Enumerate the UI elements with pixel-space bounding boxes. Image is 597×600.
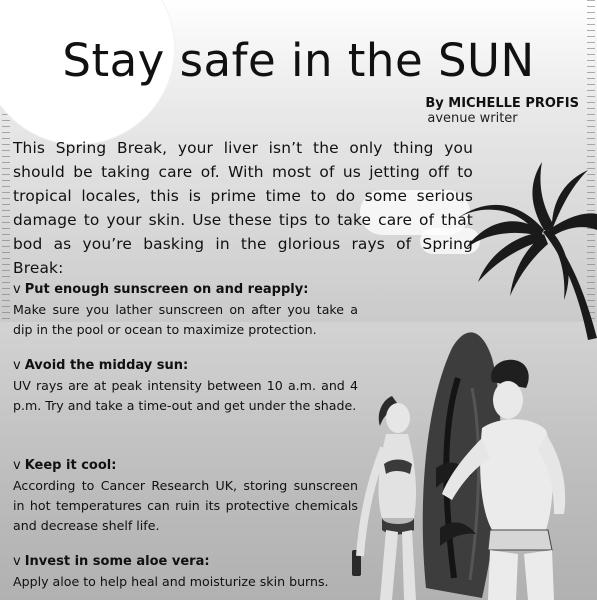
tip-body: Apply aloe to help heal and moisturize skin burns. xyxy=(13,574,329,589)
tip-body: UV rays are at peak intensity between 10 a.m. and 4 p.m. Try and take a time-out and get under the shade. xyxy=(13,378,358,413)
tip-title: Avoid the midday sun: xyxy=(24,358,189,373)
bullet-glyph: v xyxy=(13,282,21,297)
bullet-glyph: v xyxy=(13,458,21,473)
couple-with-surfboard-illustration xyxy=(332,318,597,600)
byline xyxy=(425,96,579,126)
tip-heading xyxy=(13,280,358,300)
tip-body: According to Cancer Research UK, storing sunscreen in hot temperatures can ruin its protective chemicals and decrease shelf life. xyxy=(13,478,358,533)
tip-item xyxy=(13,552,358,592)
article-title: Stay safe in the SUN xyxy=(62,34,535,87)
tip-title: Invest in some aloe vera: xyxy=(24,554,210,569)
author-name: By MICHELLE PROFIS xyxy=(425,96,579,111)
bullet-glyph: v xyxy=(13,554,21,569)
tip-heading xyxy=(13,456,358,476)
tip-heading xyxy=(13,552,358,572)
tip-item xyxy=(13,280,358,340)
tip-heading xyxy=(13,356,358,376)
intro-paragraph: This Spring Break, your liver isn’t the only thing you should be taking care of. With most of us jetting off to tropical locales, this is prime time to do some serious damage to your skin. Use these tips to take care of that bod as you’re basking in the glorious rays of Spring Break: xyxy=(13,139,473,277)
tip-title: Put enough sunscreen on and reapply: xyxy=(24,282,309,297)
tip-item xyxy=(13,456,358,536)
author-role: avenue writer xyxy=(427,111,518,126)
tip-title: Keep it cool: xyxy=(24,458,117,473)
tip-body: Make sure you lather sunscreen on after you take a dip in the pool or ocean to maximize protection. xyxy=(13,302,358,337)
bullet-glyph: v xyxy=(13,358,21,373)
tip-item xyxy=(13,356,358,416)
